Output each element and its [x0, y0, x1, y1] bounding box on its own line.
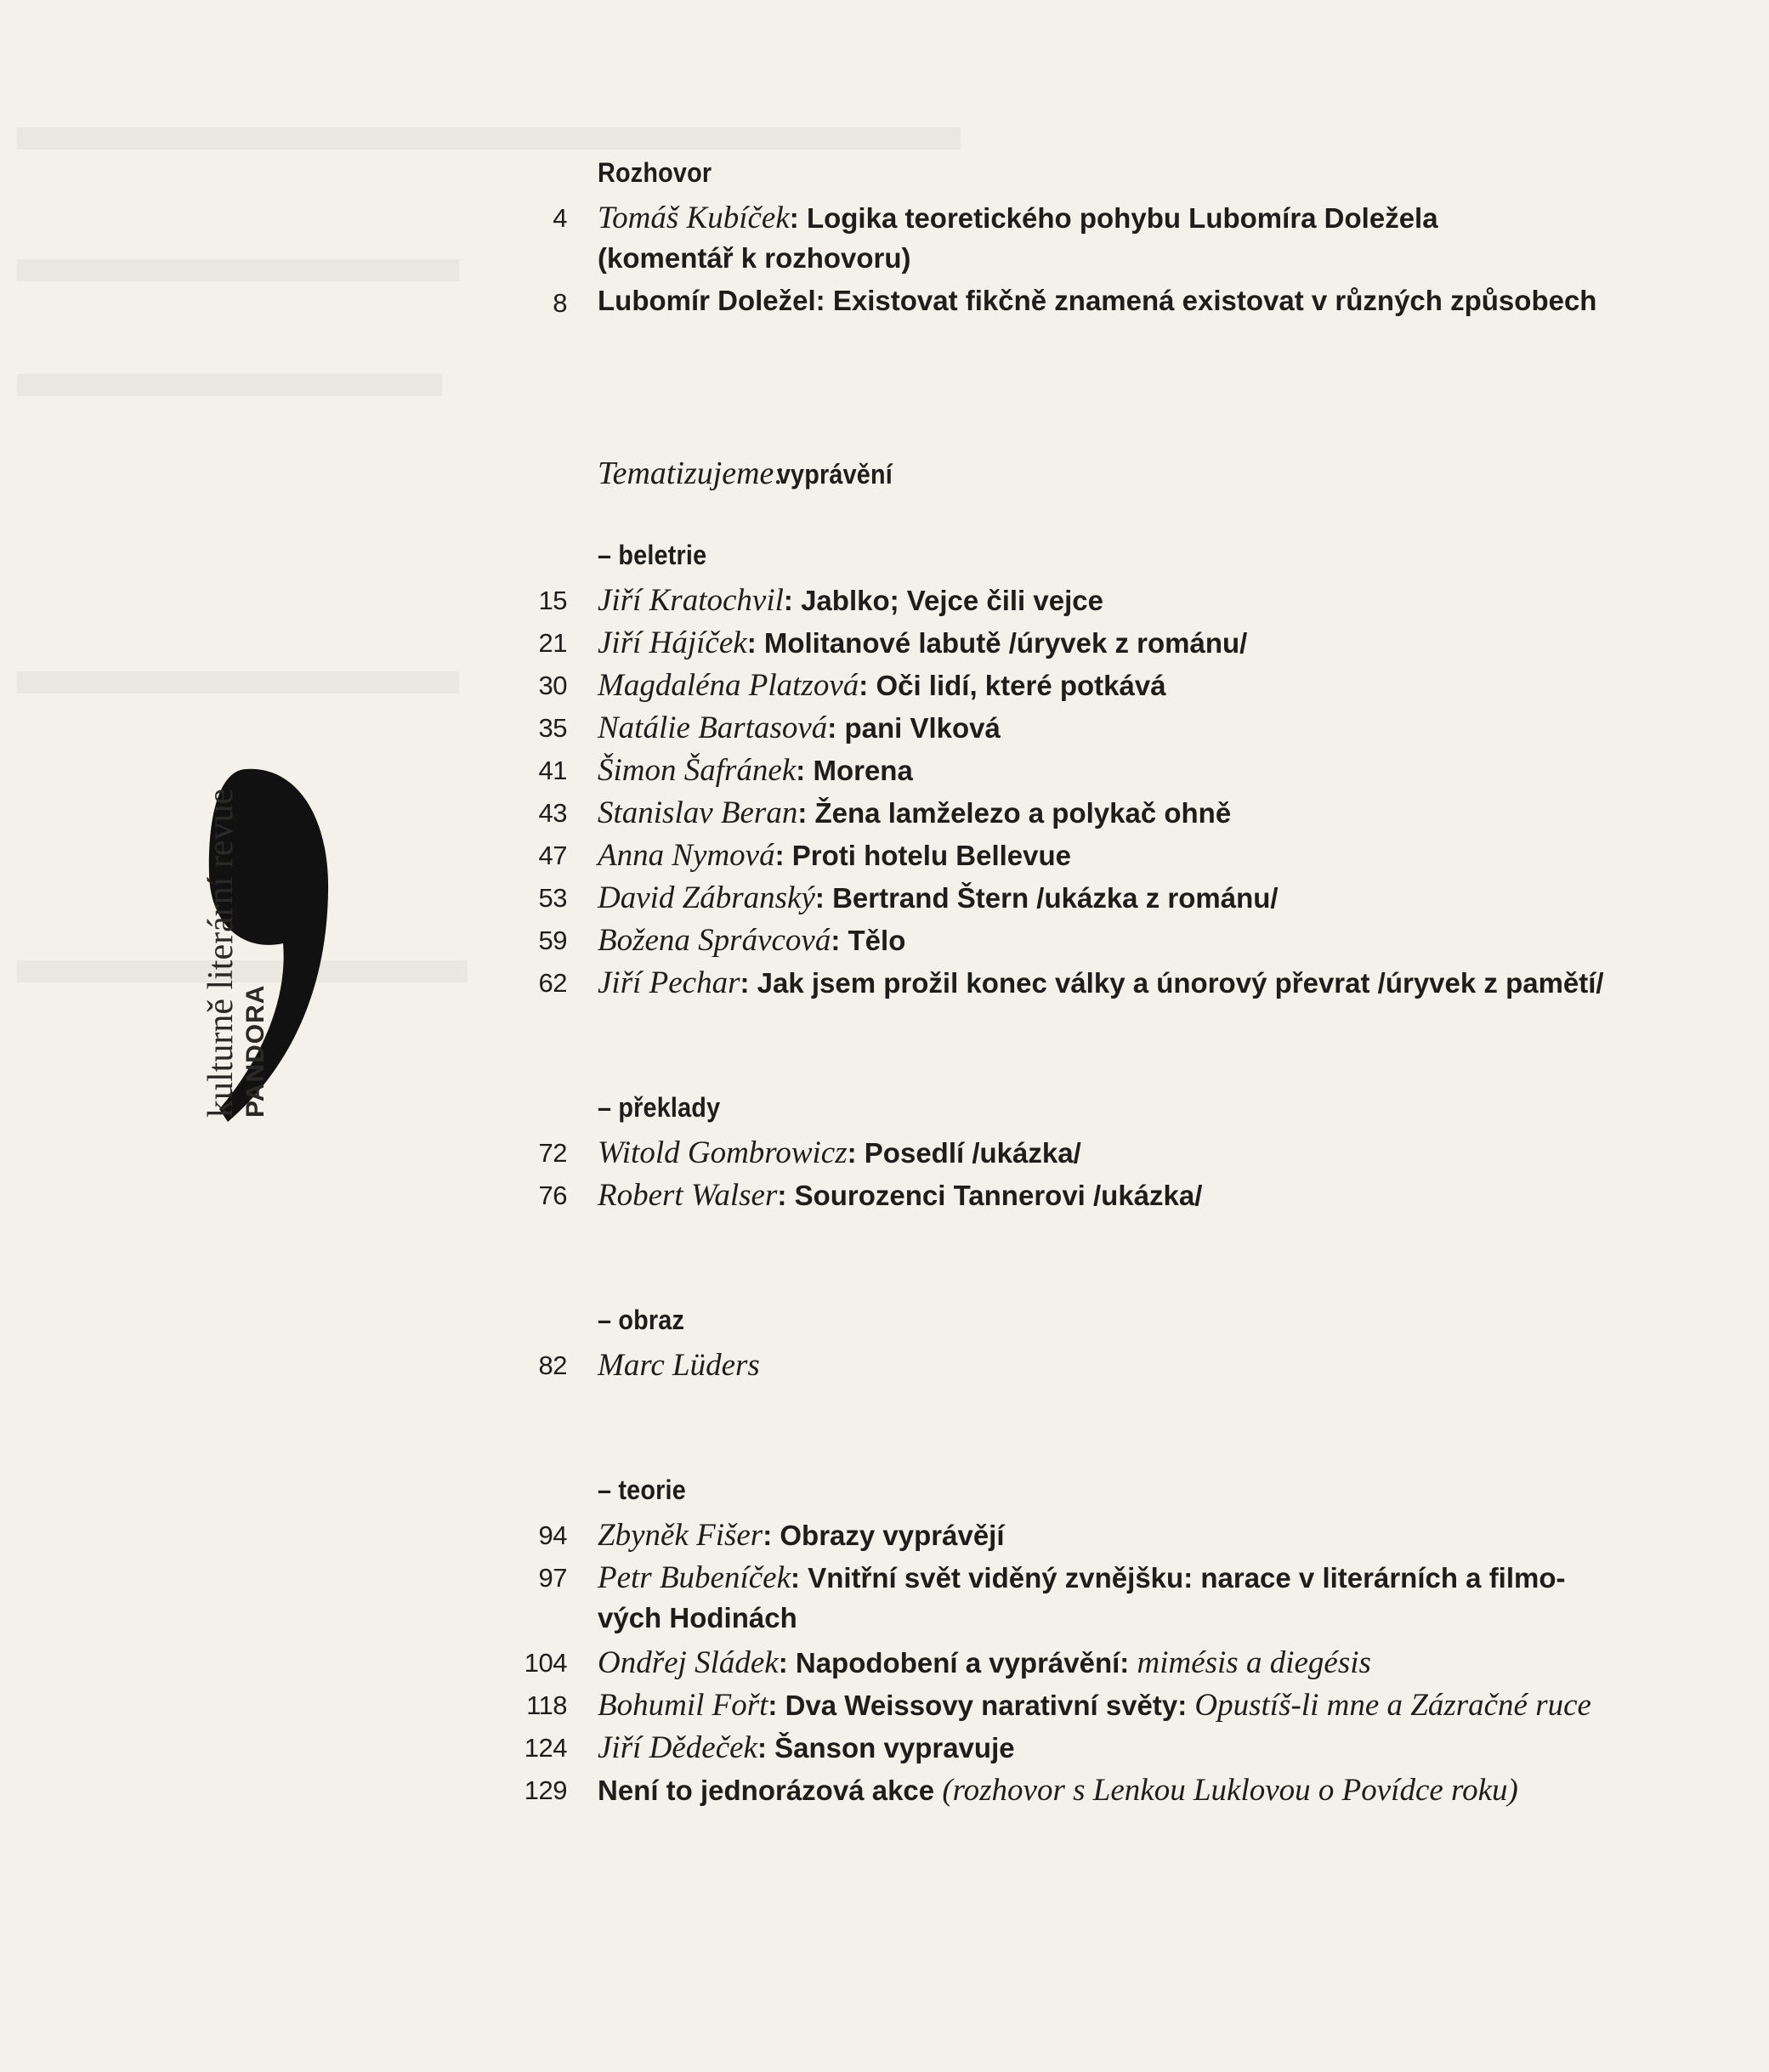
entry-title: Jablko; Vejce čili vejce: [801, 585, 1103, 616]
entry-separator: :: [774, 840, 792, 871]
page-number: 72: [538, 1138, 567, 1168]
entry-title: Tělo: [848, 925, 906, 956]
section-title-text: vyprávění: [776, 459, 893, 490]
entry-author: Šimon Šafránek: [598, 753, 797, 788]
entry-author: Robert Walser: [598, 1178, 778, 1213]
entry-title-continuation: vých Hodinách: [598, 1602, 797, 1633]
entry-author: Magdaléna Platzová: [598, 668, 859, 703]
entry-text: [598, 625, 1247, 661]
entry-text: [598, 1135, 1081, 1171]
entry-separator: :: [847, 1137, 865, 1169]
toc-entry: [0, 710, 1769, 752]
toc-entry: [0, 1560, 1769, 1602]
toc-entry: [0, 1687, 1769, 1729]
page-number: 30: [538, 671, 567, 700]
entry-title: Bertrand Štern /ukázka z románu/: [832, 882, 1279, 914]
entry-title-continuation: (komentář k rozhovoru): [598, 242, 911, 274]
entry-author: Petr Bubeníček: [598, 1560, 791, 1595]
entry-text: [598, 710, 1001, 746]
entry-title: Jak jsem prožil konec války a únorový převrat /úryvek z pamětí/: [757, 967, 1604, 999]
entry-text: [598, 1772, 1518, 1809]
entry-author: Anna Nymová: [598, 838, 775, 873]
entry-text: [598, 795, 1231, 831]
logo-brand-text: PANDORA: [241, 984, 269, 1118]
entry-text: [598, 1729, 1015, 1766]
entry-separator: :: [778, 1647, 796, 1679]
section-title: [598, 1305, 684, 1336]
entry-author: Bohumil Fořt: [598, 1688, 768, 1723]
entry-title: Vnitřní svět viděný zvnějšku: narace v literárních a filmo-: [808, 1562, 1566, 1594]
toc-entry: [0, 582, 1769, 625]
entry-text: [598, 1347, 760, 1384]
section-title: [598, 1092, 720, 1124]
entry-text: [598, 200, 1438, 236]
entry-text: [598, 285, 1596, 317]
toc-entry: [0, 1517, 1769, 1560]
entry-separator: :: [859, 670, 876, 701]
page-number: 97: [538, 1563, 567, 1593]
section-title-text: – obraz: [598, 1305, 685, 1335]
bleed-through: [17, 127, 961, 150]
section-title-text: – beletrie: [598, 540, 707, 570]
toc-entry: [0, 625, 1769, 667]
page-number: 8: [553, 288, 567, 318]
entry-text: [598, 582, 1103, 619]
entry-separator: :: [831, 925, 848, 956]
entry-author: Jiří Kratochvil: [598, 583, 784, 618]
entry-title: Morena: [813, 755, 913, 786]
toc-entry: [0, 1645, 1769, 1687]
entry-title: Obrazy vyprávějí: [780, 1520, 1005, 1551]
entry-text: [598, 1177, 1202, 1214]
section-title: [598, 540, 706, 571]
page-number: 76: [538, 1180, 567, 1210]
entry-text: [598, 1560, 1566, 1596]
entry-text: [598, 1645, 1371, 1681]
entry-separator: :: [757, 1732, 775, 1763]
entry-author: Ondřej Sládek: [598, 1645, 779, 1680]
entry-separator: :: [797, 797, 815, 829]
entry-author: Zbyněk Fišer: [598, 1518, 763, 1553]
section-title: [598, 455, 893, 492]
page-number: 124: [524, 1733, 567, 1763]
entry-author: Marc Lüders: [598, 1348, 760, 1383]
section-title: [598, 1475, 686, 1506]
entry-author: Stanislav Beran: [598, 795, 798, 830]
entry-text: [598, 1687, 1591, 1724]
page-number: 35: [538, 713, 567, 743]
entry-author: Jiří Dědeček: [598, 1730, 757, 1765]
page-number: 53: [538, 883, 567, 913]
page-number: 4: [553, 203, 567, 233]
entry-separator: :: [746, 627, 764, 659]
entry-title: Dva Weissovy narativní světy:: [785, 1690, 1195, 1721]
section-title-text: – překlady: [598, 1092, 721, 1123]
logo-serif-text: kulturně literární revue: [201, 788, 241, 1118]
entry-text: [598, 752, 913, 789]
entry-author: Natálie Bartasová: [598, 710, 828, 745]
toc-entry: [0, 1772, 1769, 1814]
entry-separator: :: [814, 882, 833, 914]
entry-title: Sourozenci Tannerovi /ukázka/: [794, 1180, 1203, 1211]
entry-text: [598, 1517, 1005, 1554]
section-title: [598, 157, 712, 189]
entry-title: Proti hotelu Bellevue: [791, 840, 1072, 871]
page-number: 104: [524, 1648, 567, 1678]
section-title-text: Rozhovor: [598, 157, 712, 188]
entry-author: Tomáš Kubíček: [598, 201, 790, 235]
page-number: 82: [538, 1350, 567, 1380]
section-title-italic: Tematizujeme:: [598, 456, 785, 491]
entry-title: Není to jednorázová akce: [598, 1775, 943, 1806]
page-number: 43: [538, 798, 567, 828]
entry-separator: :: [777, 1180, 795, 1211]
page-number: 59: [538, 926, 567, 955]
entry-separator: :: [740, 967, 757, 999]
entry-separator: :: [783, 585, 802, 616]
entry-text: [598, 965, 1604, 1001]
toc-entry: [0, 1135, 1769, 1177]
entry-title: Posedlí /ukázka/: [864, 1137, 1081, 1169]
entry-title-italic: (rozhovor s Lenkou Luklovou o Povídce roku): [942, 1773, 1518, 1808]
entry-title-italic: mimésis a diegésis: [1137, 1645, 1371, 1680]
page-number: 47: [538, 841, 567, 870]
page-number: 41: [538, 756, 567, 785]
entry-author: Božena Správcová: [598, 923, 831, 958]
entry-separator: :: [763, 1520, 780, 1551]
entry-title: Molitanové labutě /úryvek z románu/: [763, 627, 1248, 659]
entry-title: Oči lidí, které potkává: [876, 670, 1166, 701]
entry-separator: :: [796, 755, 814, 786]
entry-author: Witold Gombrowicz: [598, 1135, 848, 1170]
entry-title: Logika teoretického pohybu Lubomíra Doležela: [806, 202, 1438, 234]
page-number: 62: [538, 968, 567, 998]
toc-entry: [0, 1729, 1769, 1772]
toc-entry: [0, 200, 1769, 242]
logo-vertical-text: [201, 789, 270, 1118]
entry-title: Šanson vypravuje: [774, 1732, 1015, 1763]
toc-entry: [0, 1177, 1769, 1220]
section-title-text: – teorie: [598, 1475, 686, 1505]
entry-text: [598, 922, 905, 959]
entry-separator: :: [827, 712, 845, 744]
entry-separator: :: [791, 1562, 808, 1594]
entry-title: Žena lamželezo a polykač ohně: [814, 797, 1232, 829]
entry-title-italic: Opustíš-li mne a Zázračné ruce: [1194, 1688, 1591, 1723]
entry-text: [598, 880, 1279, 916]
toc-entry: [0, 667, 1769, 710]
page-number: 129: [524, 1775, 567, 1805]
entry-author: Jiří Pechar: [598, 965, 740, 1000]
entry-author: David Zábranský: [598, 880, 815, 915]
entry-text: [598, 667, 1166, 704]
page-number: 94: [538, 1520, 567, 1550]
toc-entry: [0, 285, 1769, 327]
toc-entry: [0, 1347, 1769, 1390]
entry-text: [598, 837, 1071, 874]
page-number: 15: [538, 586, 567, 615]
page-number: 118: [526, 1690, 567, 1720]
entry-title: Napodobení a vyprávění:: [795, 1647, 1137, 1679]
bleed-through: [17, 259, 459, 281]
entry-author: Jiří Hájíček: [598, 626, 747, 660]
entry-separator: :: [789, 202, 807, 234]
entry-separator: :: [768, 1690, 785, 1721]
page-number: 21: [538, 628, 567, 658]
entry-title: pani Vlková: [844, 712, 1001, 744]
bleed-through: [17, 374, 442, 396]
entry-title: Lubomír Doležel: Existovat fikčně znamená existovat v různých způsobech: [598, 285, 1597, 316]
